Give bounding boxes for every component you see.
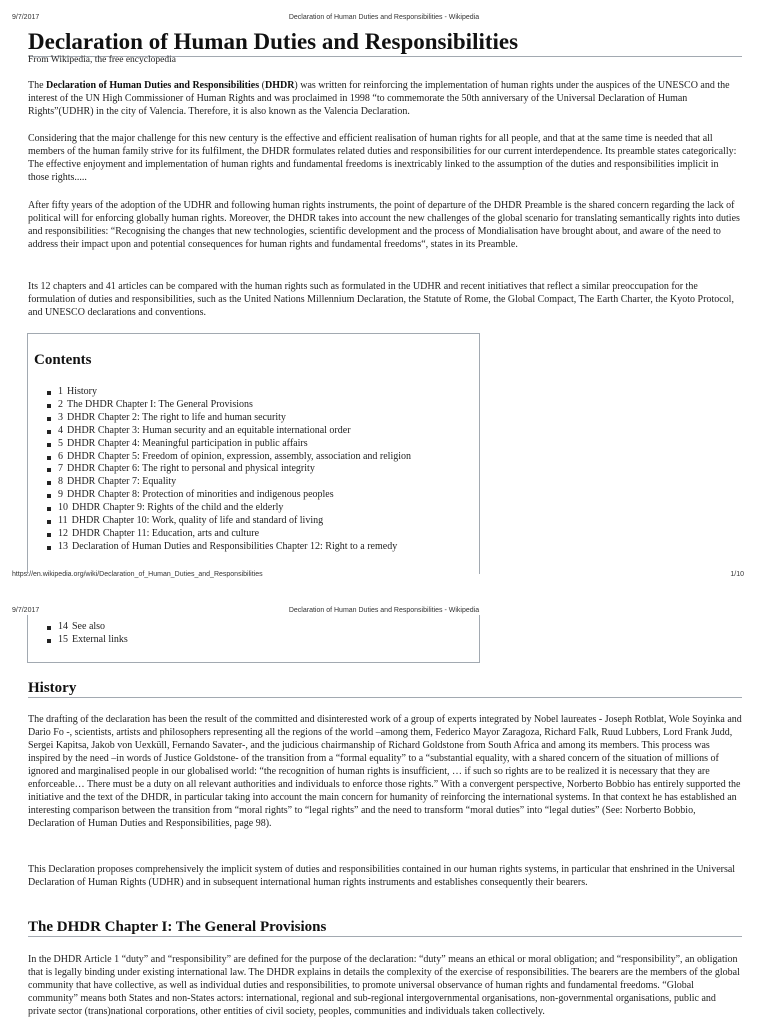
toc-item-label[interactable]: History [67, 386, 97, 397]
toc-item-number: 10 [58, 502, 68, 514]
toc-item[interactable] [46, 476, 411, 489]
site-tagline: From Wikipedia, the free encyclopedia [28, 55, 176, 65]
lead-paragraph-3: After fifty years of the adoption of the UDHR and following human rights instruments, the point of departure of the DHDR Preamble is the shared concern regarding the lack of political will for enforcing globally human rights. Moreover, the DHDR takes into account the new challenges of the global scenario for translating semantically rights into duties and responsibilities: “Recognising the changes that new technologies, scientific development and the process of Mondialisation have brought about, and aware of the need to address their impact upon and potential consequences for human rights and fundamental freedoms“, states in its Preamble. [28, 200, 740, 250]
toc-item-number: 7 [58, 463, 63, 475]
toc-item[interactable] [46, 451, 411, 464]
toc-item-number: 11 [58, 515, 68, 527]
toc-item-number: 4 [58, 424, 63, 436]
toc-title: Contents [34, 352, 92, 368]
toc-item-number: 9 [58, 489, 63, 501]
toc-item-label[interactable]: Declaration of Human Duties and Responsibilities Chapter 12: Right to a remedy [72, 540, 398, 552]
toc-item-label[interactable]: DHDR Chapter 2: The right to life and human security [67, 411, 286, 423]
print-date: 9/7/2017 [12, 14, 40, 21]
history-paragraph-1: The drafting of the declaration has been the result of the committed and disinterested work of a group of experts integrated by Nobel laureates - Joseph Rotblat, Wole Soyinka and Dario Fo -, scientists, artists and philosophers representing all the regions of the world –among them, Federico Mayor Zaragoza, Richard Falk, Ruud Lubbers, Lord Frank Judd, Sergei Kapitsa, Jakob von Uexküll, Fernando Savater-, and the judicious chairmanship of Richard Goldstone from South Africa and among its members. This process was inspired by the need –in words of Justice Goldstone- of the transition from a “formal equality” to a “substantial equality, with a shared concern of the situation of millions of ignored and marginalised people in our globalised world: “the recognition of human rights is insufficient, … if such so rights are to be realized it is necessary that they are enforceable… There must be a duty on all relevant authorities and individuals to enforce those rights.” With a convergent perspective, Norberto Bobbio has entirely supported the initiative and the text of the DHDR, in particular taking into account the main concern for humanity of reinforcing the international systems. In that context he has established an interesting comparison between the transition from “moral rights” to “legal rights” and the need to transform “moral duties” into “legal duties” (See: Norberto Bobbio, Declaration of Human Duties and Responsibilities, page 98). [28, 714, 742, 829]
page-title: Declaration of Human Duties and Responsibilities [28, 28, 742, 57]
toc-item-number: 14 [58, 621, 68, 632]
toc-list [46, 621, 128, 647]
toc-item[interactable] [46, 425, 411, 438]
toc-item[interactable] [46, 412, 411, 425]
toc-item[interactable] [46, 489, 411, 502]
article-name-bold: Declaration of Human Duties and Responsibilities [46, 80, 260, 91]
history-paragraph-2: This Declaration proposes comprehensively the implicit system of duties and responsibilities contained in our human rights systems, in particular that enshrined in the Universal Declaration of Human Rights (UDHR) and in subsequent international human rights instruments and establishes consequently their bearers. [28, 864, 736, 888]
toc-item[interactable] [46, 621, 128, 634]
toc-item[interactable] [46, 502, 411, 515]
toc-item-label[interactable]: DHDR Chapter 8: Protection of minorities and indigenous peoples [67, 489, 334, 501]
toc-item-number: 12 [58, 527, 68, 539]
toc-item[interactable] [46, 634, 128, 647]
chapter1-paragraph: In the DHDR Article 1 “duty” and “responsibility” are defined for the purpose of the declaration: “duty” means an ethical or moral obligation; and “responsibility”, an obligation that is legally binding under existing international law. The DHDR explains in details the complexity of the exercise of responsibilities. The bearers are the members of the global community that have collective, as well as individual duties and responsibilities, to promote universal observance of human rights and fundamental freedoms. “Global community” means both States and non-States actors: international, regional and sub-regional intergovernmental organisations, non-governmental organisations, public and private sector (trans)national corporations, other entities of civil society, peoples, communities and individuals taken collectively. [28, 954, 740, 1017]
intro-paragraph: The Declaration of Human Duties and Responsibilities (DHDR) was written for reinforcing the implementation of human rights under the auspices of the UNESCO and the interest of the UN High Commissioner of Human Rights and was proclaimed in 1998 “to commemorate the 50th anniversary of the Universal Declaration of Human Rights”(UDHR) in the city of Valencia. Therefore, it is also known as the Valencia Declaration. [28, 80, 730, 117]
toc-item-label[interactable]: DHDR Chapter 9: Rights of the child and the elderly [72, 502, 284, 514]
table-of-contents [27, 333, 480, 574]
toc-item[interactable] [46, 528, 411, 541]
toc-item-label[interactable]: See also [72, 621, 106, 632]
lead-paragraph-2: Considering that the major challenge for this new century is the effective and efficient realisation of human rights for all people, and that at the same time is needed that all members of the human family strive for its fulfilment, the DHDR formulates related duties and responsibilities for our current interdependence. Its preamble states categorically: The effective enjoyment and implementation of human rights and fundamental freedoms is inextricably linked to the assumption of the duties and responsibilities implicit in those rights..... [28, 133, 737, 183]
toc-item-label[interactable]: DHDR Chapter 6: The right to personal and physical integrity [67, 463, 315, 475]
toc-item-number: 5 [58, 437, 63, 449]
toc-item-number: 13 [58, 540, 68, 552]
toc-list [46, 386, 411, 554]
toc-item[interactable] [46, 438, 411, 451]
toc-item-label[interactable]: DHDR Chapter 7: Equality [67, 476, 177, 488]
toc-item-label[interactable]: DHDR Chapter 11: Education, arts and culture [72, 527, 260, 539]
toc-item-number: 1 [58, 386, 63, 397]
print-page-number: 1/10 [730, 571, 744, 578]
print-header [0, 12, 768, 24]
table-of-contents-continued [27, 615, 480, 663]
toc-item-number: 3 [58, 411, 63, 423]
toc-item-label[interactable]: DHDR Chapter 10: Work, quality of life and standard of living [71, 515, 324, 527]
toc-item-label[interactable]: DHDR Chapter 4: Meaningful participation in public affairs [67, 437, 308, 449]
article-abbr-bold: DHDR [264, 80, 295, 91]
print-title: Declaration of Human Duties and Responsibilities - Wikipedia [288, 14, 480, 21]
print-url: https://en.wikipedia.org/wiki/Declaration_of_Human_Duties_and_Responsibilities [12, 571, 263, 578]
print-footer [0, 569, 768, 581]
lead-section [28, 79, 742, 118]
toc-item-label[interactable]: DHDR Chapter 5: Freedom of opinion, expression, assembly, association and religion [67, 450, 412, 462]
toc-item-label[interactable]: External links [72, 633, 128, 645]
toc-item-number: 15 [58, 633, 68, 645]
toc-item-number: 2 [58, 398, 63, 410]
toc-item[interactable] [46, 541, 411, 554]
toc-item[interactable] [46, 399, 411, 412]
toc-item[interactable] [46, 386, 411, 399]
toc-item-label[interactable]: DHDR Chapter 3: Human security and an equitable international order [67, 424, 351, 436]
toc-item[interactable] [46, 515, 411, 528]
chapter1-heading: The DHDR Chapter I: The General Provisions [28, 919, 742, 937]
lead-paragraph-4: Its 12 chapters and 41 articles can be compared with the human rights such as formulated in the UDHR and recent initiatives that reflect a similar preoccupation for the formulation of duties and responsibilities, such as the United Nations Millennium Declaration, the Statute of Rome, the Global Compact, The Earth Charter, the Kyoto Protocol, and UNESCO declarations and conventions. [28, 281, 734, 318]
toc-item[interactable] [46, 463, 411, 476]
print-title: Declaration of Human Duties and Responsibilities - Wikipedia [288, 607, 480, 614]
toc-item-number: 8 [58, 476, 63, 488]
print-date: 9/7/2017 [12, 607, 40, 614]
toc-item-number: 6 [58, 450, 63, 462]
toc-item-label[interactable]: The DHDR Chapter I: The General Provisions [67, 398, 253, 410]
history-heading: History [28, 680, 742, 698]
